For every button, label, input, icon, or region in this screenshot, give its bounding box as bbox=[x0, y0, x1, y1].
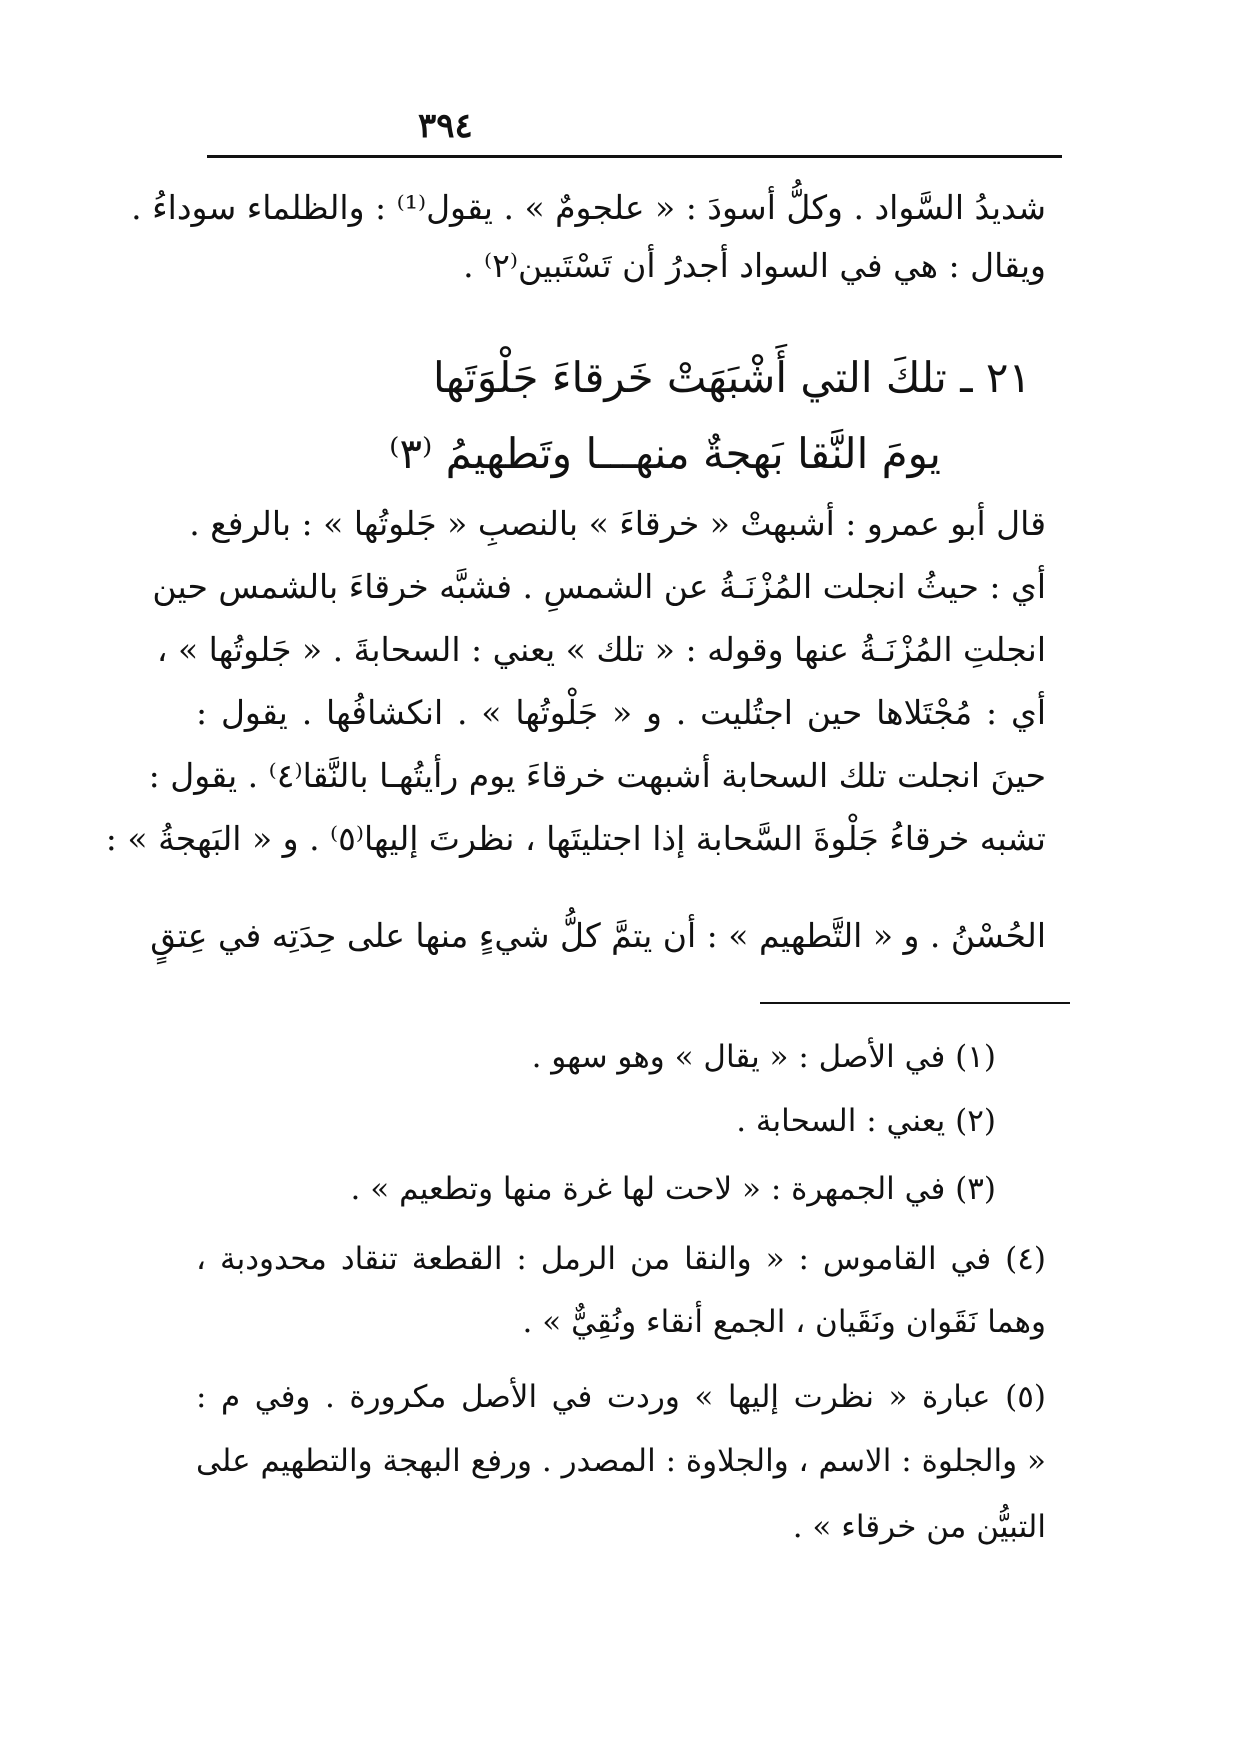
commentary-line: أي : حيثُ انجلت المُزْنَـةُ عن الشمسِ . فشبَّه خرقاءَ بالشمس حين bbox=[152, 567, 1046, 606]
footnote: (٢) يعني : السحابة . bbox=[736, 1103, 996, 1139]
commentary-line: انجلتِ المُزْنَـةُ عنها وقوله : « تلك » يعني : السحابةَ . « جَلوتُها » ، bbox=[156, 630, 1046, 669]
commentary-line: تشبه خرقاءُ جَلْوةَ السَّحابة إذا اجتليتَها ، نظرتَ إليها⁽٥⁾ . و « البَهجةُ » : bbox=[105, 819, 1046, 858]
footnote-rule bbox=[760, 1002, 1070, 1004]
header-rule bbox=[207, 155, 1062, 158]
commentary-line: حينَ انجلت تلك السحابة أشبهت خرقاءَ يوم رأيتُهـا بالنَّقا⁽٤⁾ . يقول : bbox=[148, 756, 1046, 795]
footnote: (٣) في الجمهرة : « لاحت لها غرة منها وتطعيم » . bbox=[350, 1171, 996, 1207]
footnote-continuation: « والجلوة : الاسم ، والجلاوة : المصدر . ورفع البهجة والتطهيم على bbox=[196, 1443, 1046, 1479]
footnote-continuation: وهما نَقَوان ونَقَيان ، الجمع أنقاء ونُقِيٌّ » . bbox=[522, 1304, 1046, 1340]
commentary-line: قال أبو عمرو : أشبهتْ « خرقاءَ » بالنصبِ « جَلوتُها » : بالرفع . bbox=[189, 504, 1046, 543]
verse-hemistich-1: ٢١ ـ تلكَ التي أَشْبَهَتْ خَرقاءَ جَلْوَتَها bbox=[433, 353, 1031, 402]
commentary-line: أي : مُجْتَلاها حين اجتُليت . و « جَلْوتُها » . انكشافُها . يقول : bbox=[196, 693, 1046, 732]
commentary-line: الحُسْنُ . و « التَّطهيم » : أن يتمَّ كلُّ شيءٍ منها على حِدَتِه في عِتقٍ bbox=[150, 916, 1046, 955]
page-number: ٣٩٤ bbox=[418, 106, 473, 146]
text-line: ويقال : هي في السواد أجدرُ أن تَسْتَبين⁽٢⁾ . bbox=[463, 246, 1046, 285]
text-line: شديدُ السَّواد . وكلُّ أسودَ : « علجومٌ » . يقول⁽¹⁾ : والظلماء سوداءُ . bbox=[131, 188, 1046, 227]
footnote: (١) في الأصل : « يقال » وهو سهو . bbox=[531, 1039, 996, 1075]
verse-hemistich-2: يومَ النَّقا بَهجةٌ منهـــا وتَطهيمُ ⁽٣⁾ bbox=[389, 429, 941, 478]
footnote: (٤) في القاموس : « والنقا من الرمل : القطعة تنقاد محدودبة ، bbox=[196, 1241, 1046, 1277]
footnote-continuation: التبيُّن من خرقاء » . bbox=[792, 1509, 1046, 1545]
footnote: (٥) عبارة « نظرت إليها » وردت في الأصل مكرورة . وفي م : bbox=[196, 1379, 1046, 1415]
